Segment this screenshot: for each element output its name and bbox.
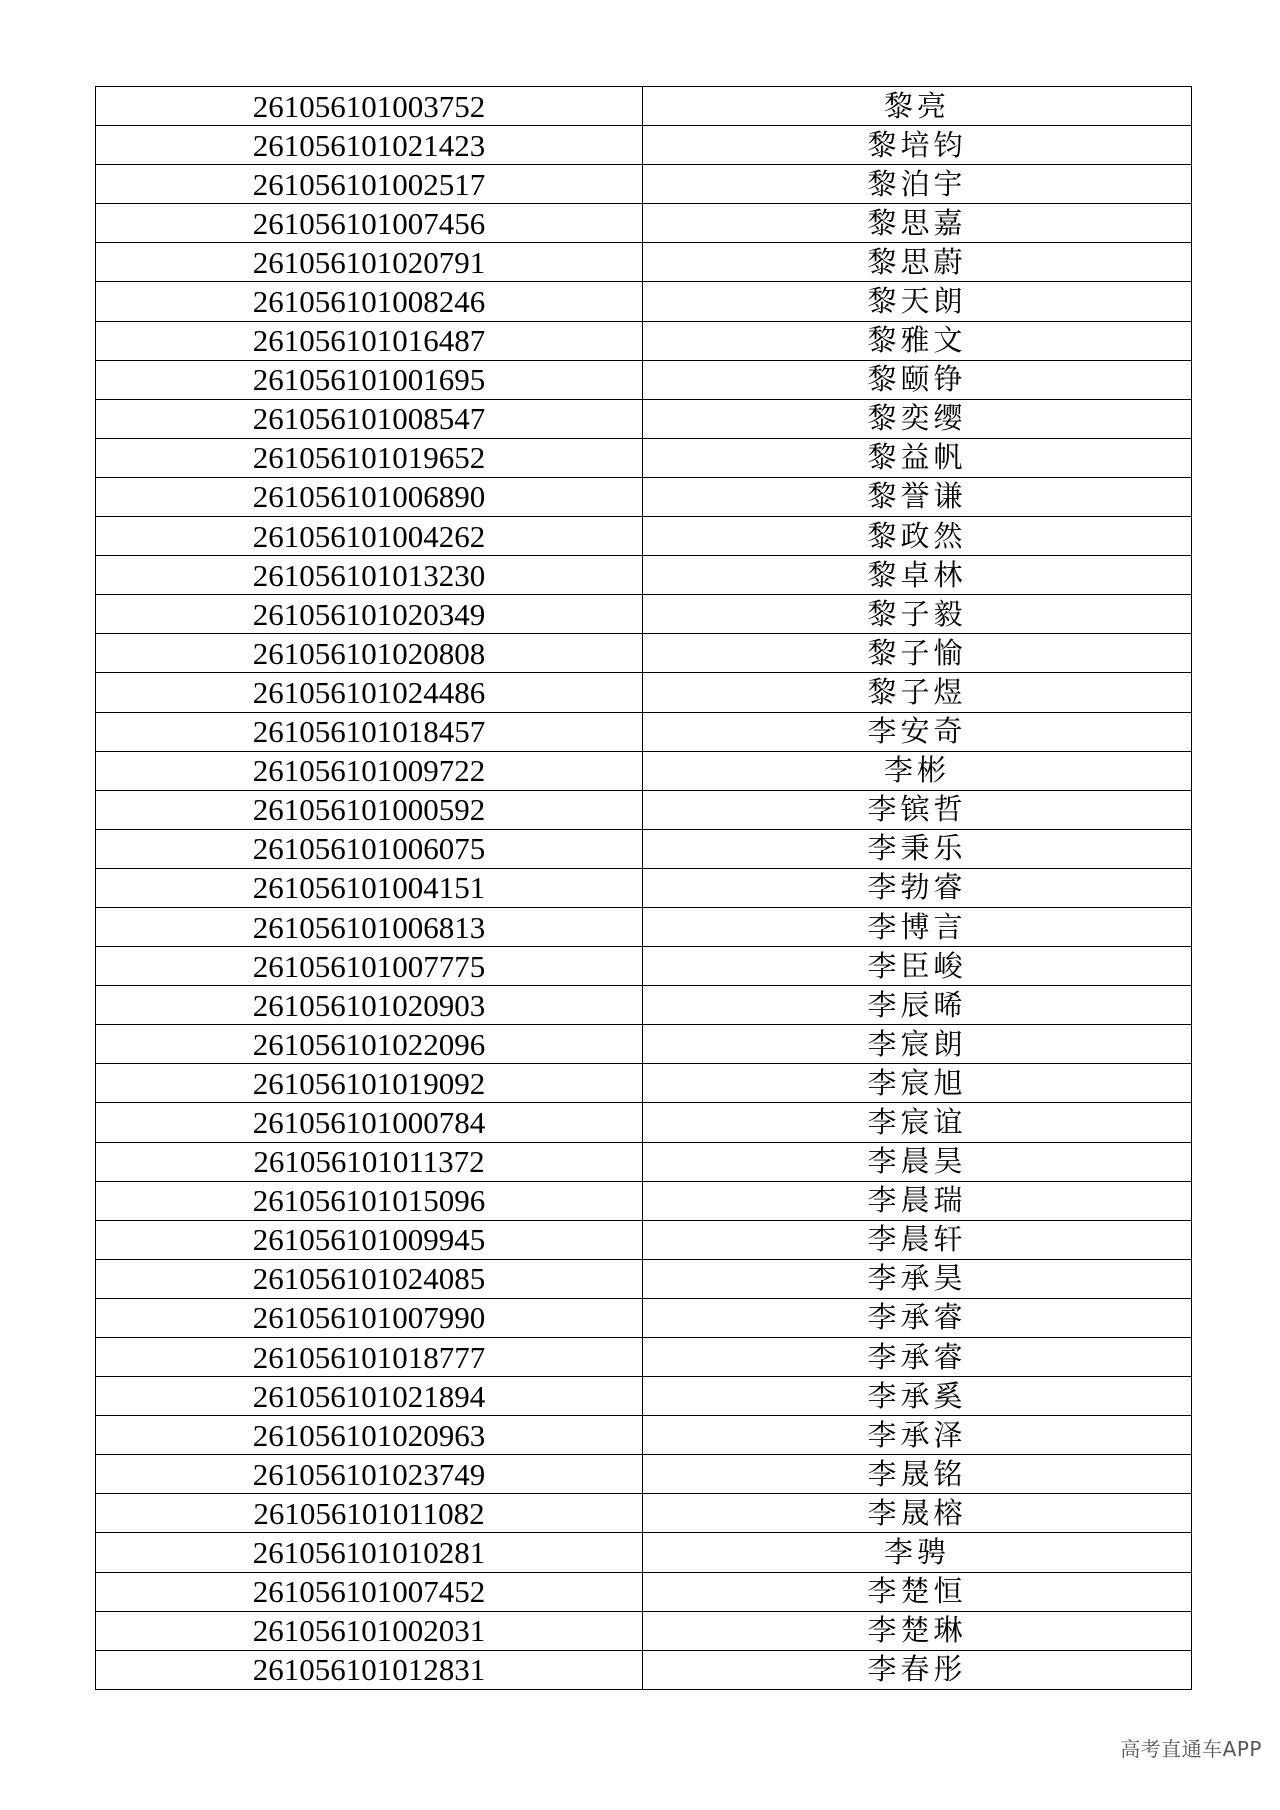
candidate-number-cell: 261056101019652 [96, 438, 643, 477]
candidate-name-cell: 李春彤 [643, 1650, 1192, 1689]
candidate-name-cell: 黎子毅 [643, 595, 1192, 634]
candidate-number-cell: 261056101007775 [96, 947, 643, 986]
candidate-number-cell: 261056101022096 [96, 1025, 643, 1064]
candidate-name-cell: 李承睿 [643, 1338, 1192, 1377]
candidate-name-cell: 黎子愉 [643, 634, 1192, 673]
candidate-name-cell: 李安奇 [643, 712, 1192, 751]
candidate-number-cell: 261056101000592 [96, 790, 643, 829]
candidate-name-cell: 李晨昊 [643, 1142, 1192, 1181]
candidate-number-cell: 261056101020808 [96, 634, 643, 673]
table-row [96, 1572, 1192, 1611]
candidate-name-cell: 李楚恒 [643, 1572, 1192, 1611]
candidate-name-cell: 黎颐铮 [643, 360, 1192, 399]
table-row [96, 673, 1192, 712]
table-row [96, 907, 1192, 946]
candidate-number-cell: 261056101006813 [96, 907, 643, 946]
candidate-name-cell: 李宸朗 [643, 1025, 1192, 1064]
table-row [96, 751, 1192, 790]
candidate-name-cell: 李承泽 [643, 1416, 1192, 1455]
table-row [96, 243, 1192, 282]
candidate-name-cell: 黎奕缨 [643, 399, 1192, 438]
table-row [96, 1416, 1192, 1455]
table-row [96, 477, 1192, 516]
table-row [96, 1377, 1192, 1416]
candidate-number-cell: 261056101013230 [96, 556, 643, 595]
candidate-name-cell: 李勃睿 [643, 868, 1192, 907]
candidate-number-cell: 261056101007452 [96, 1572, 643, 1611]
candidate-number-cell: 261056101020963 [96, 1416, 643, 1455]
table-row [96, 1142, 1192, 1181]
candidate-name-cell: 黎雅文 [643, 321, 1192, 360]
table-row [96, 1025, 1192, 1064]
candidate-number-cell: 261056101008547 [96, 399, 643, 438]
candidate-name-cell: 李晨瑞 [643, 1181, 1192, 1220]
candidate-number-cell: 261056101019092 [96, 1064, 643, 1103]
candidate-number-cell: 261056101015096 [96, 1181, 643, 1220]
candidate-name-cell: 李骋 [643, 1533, 1192, 1572]
candidate-number-cell: 261056101024486 [96, 673, 643, 712]
candidate-number-cell: 261056101021423 [96, 126, 643, 165]
candidate-name-cell: 李宸旭 [643, 1064, 1192, 1103]
candidate-name-cell: 黎亮 [643, 87, 1192, 126]
table-row [96, 126, 1192, 165]
table-row [96, 321, 1192, 360]
candidate-number-cell: 261056101006075 [96, 829, 643, 868]
candidate-name-cell: 李晟铭 [643, 1455, 1192, 1494]
candidate-number-cell: 261056101000784 [96, 1103, 643, 1142]
table-row [96, 1103, 1192, 1142]
candidate-name-cell: 黎泊宇 [643, 165, 1192, 204]
candidate-number-cell: 261056101002031 [96, 1611, 643, 1650]
candidate-name-cell: 李秉乐 [643, 829, 1192, 868]
table-row [96, 1533, 1192, 1572]
candidate-name-cell: 李臣峻 [643, 947, 1192, 986]
table-row [96, 1298, 1192, 1337]
candidate-number-cell: 261056101012831 [96, 1650, 643, 1689]
candidate-number-cell: 261056101011372 [96, 1142, 643, 1181]
candidate-number-cell: 261056101024085 [96, 1259, 643, 1298]
table-row [96, 556, 1192, 595]
candidate-number-cell: 261056101007990 [96, 1298, 643, 1337]
table-row [96, 986, 1192, 1025]
candidate-number-cell: 261056101002517 [96, 165, 643, 204]
table-row [96, 829, 1192, 868]
table-row [96, 947, 1192, 986]
candidate-number-cell: 261056101001695 [96, 360, 643, 399]
candidate-number-cell: 261056101023749 [96, 1455, 643, 1494]
candidate-number-cell: 261056101004151 [96, 868, 643, 907]
candidate-name-cell: 黎培钧 [643, 126, 1192, 165]
candidate-number-cell: 261056101011082 [96, 1494, 643, 1533]
table-row [96, 87, 1192, 126]
table-row [96, 1181, 1192, 1220]
candidate-number-cell: 261056101004262 [96, 517, 643, 556]
candidate-name-cell: 黎天朗 [643, 282, 1192, 321]
watermark-text: 高考直通车APP [1120, 1737, 1262, 1761]
candidate-number-cell: 261056101020903 [96, 986, 643, 1025]
table-row [96, 1259, 1192, 1298]
table-row [96, 517, 1192, 556]
table-row [96, 1455, 1192, 1494]
candidate-number-cell: 261056101008246 [96, 282, 643, 321]
candidate-name-cell: 李楚琳 [643, 1611, 1192, 1650]
table-row [96, 204, 1192, 243]
table-row [96, 1494, 1192, 1533]
table-row [96, 634, 1192, 673]
table-row [96, 360, 1192, 399]
candidate-name-cell: 李晨轩 [643, 1220, 1192, 1259]
candidate-name-cell: 黎卓林 [643, 556, 1192, 595]
table-row [96, 790, 1192, 829]
table-row [96, 1220, 1192, 1259]
candidate-name-cell: 黎思蔚 [643, 243, 1192, 282]
candidate-name-cell: 黎政然 [643, 517, 1192, 556]
candidate-name-cell: 黎子煜 [643, 673, 1192, 712]
candidate-number-cell: 261056101009722 [96, 751, 643, 790]
candidate-number-cell: 261056101010281 [96, 1533, 643, 1572]
candidate-name-cell: 黎益帆 [643, 438, 1192, 477]
table-row [96, 868, 1192, 907]
table-row [96, 399, 1192, 438]
table-row [96, 282, 1192, 321]
candidate-name-cell: 李辰晞 [643, 986, 1192, 1025]
candidate-number-cell: 261056101020349 [96, 595, 643, 634]
roster-table [95, 86, 1192, 1690]
table-row [96, 438, 1192, 477]
candidate-name-cell: 李镔哲 [643, 790, 1192, 829]
candidate-name-cell: 黎誉谦 [643, 477, 1192, 516]
table-row [96, 595, 1192, 634]
candidate-number-cell: 261056101003752 [96, 87, 643, 126]
candidate-name-cell: 李宸谊 [643, 1103, 1192, 1142]
candidate-name-cell: 李承睿 [643, 1298, 1192, 1337]
candidate-name-cell: 李承昊 [643, 1259, 1192, 1298]
candidate-number-cell: 261056101016487 [96, 321, 643, 360]
candidate-name-cell: 李晟榕 [643, 1494, 1192, 1533]
candidate-name-cell: 李彬 [643, 751, 1192, 790]
candidate-number-cell: 261056101018457 [96, 712, 643, 751]
candidate-number-cell: 261056101021894 [96, 1377, 643, 1416]
table-row [96, 1064, 1192, 1103]
roster-body [96, 87, 1192, 1690]
table-row [96, 1611, 1192, 1650]
table-row [96, 712, 1192, 751]
table-row [96, 165, 1192, 204]
candidate-number-cell: 261056101020791 [96, 243, 643, 282]
table-row [96, 1650, 1192, 1689]
candidate-number-cell: 261056101007456 [96, 204, 643, 243]
candidate-name-cell: 黎思嘉 [643, 204, 1192, 243]
candidate-name-cell: 李博言 [643, 907, 1192, 946]
candidate-number-cell: 261056101006890 [96, 477, 643, 516]
candidate-name-cell: 李承奚 [643, 1377, 1192, 1416]
table-row [96, 1338, 1192, 1377]
candidate-number-cell: 261056101009945 [96, 1220, 643, 1259]
candidate-number-cell: 261056101018777 [96, 1338, 643, 1377]
